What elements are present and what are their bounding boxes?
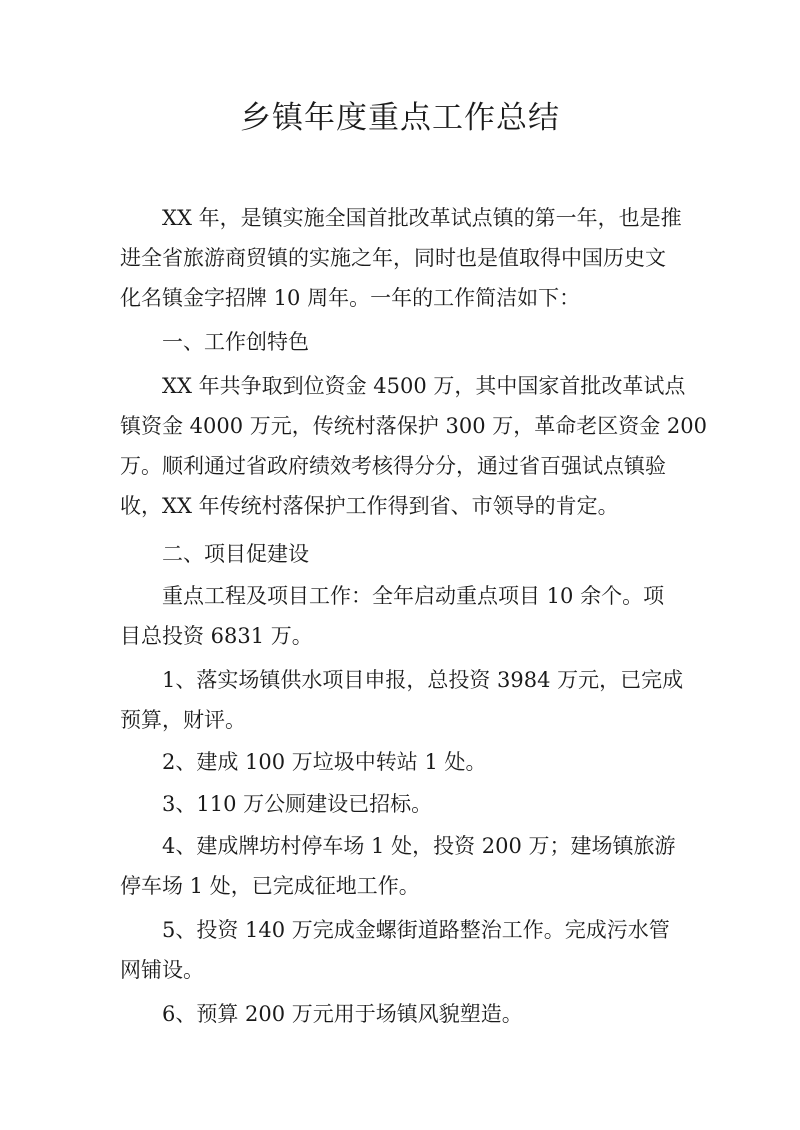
document-title: 乡镇年度重点工作总结 xyxy=(240,100,560,136)
paragraph-line: 预算，财评。 xyxy=(120,708,246,732)
paragraph-line: 3、110 万公厕建设已招标。 xyxy=(162,792,433,816)
paragraph-line: 化名镇金字招牌 10 周年。一年的工作简洁如下： xyxy=(120,286,581,310)
paragraph-line: 万。顺利通过省政府绩效考核得分分，通过省百强试点镇验 xyxy=(120,454,666,478)
paragraph-funding xyxy=(120,366,707,526)
paragraph-line: 2、建成 100 万垃圾中转站 1 处。 xyxy=(162,750,487,774)
paragraph-line: 6、预算 200 万元用于场镇风貌塑造。 xyxy=(162,1002,523,1026)
list-item-2 xyxy=(120,742,690,782)
list-item-6 xyxy=(120,994,690,1034)
list-item-3 xyxy=(120,784,690,824)
paragraph-line: 收，XX 年传统村落保护工作得到省、市领导的肯定。 xyxy=(120,494,619,518)
paragraph-line: XX 年，是镇实施全国首批改革试点镇的第一年，也是推 xyxy=(162,206,682,230)
list-item-4 xyxy=(120,826,690,906)
paragraph-line: 重点工程及项目工作：全年启动重点项目 10 余个。项 xyxy=(162,584,665,608)
paragraph-line: 一、工作创特色 xyxy=(162,330,309,354)
paragraph-intro xyxy=(120,198,690,318)
paragraph-line: 5、投资 140 万完成金螺街道路整治工作。完成污水管 xyxy=(162,918,670,942)
paragraph-line: 网铺设。 xyxy=(120,958,204,982)
paragraph-line: 4、建成牌坊村停车场 1 处，投资 200 万；建场镇旅游 xyxy=(162,834,676,858)
section-heading-1 xyxy=(120,322,690,362)
paragraph-line: 停车场 1 处，已完成征地工作。 xyxy=(120,874,420,898)
paragraph-projects xyxy=(120,576,690,656)
section-heading-2 xyxy=(120,534,690,574)
paragraph-line: 镇资金 4000 万元，传统村落保护 300 万，革命老区资金 200 xyxy=(120,414,707,438)
list-item-5 xyxy=(120,910,690,990)
paragraph-line: 1、落实场镇供水项目申报，总投资 3984 万元，已完成 xyxy=(162,668,684,692)
paragraph-line: 进全省旅游商贸镇的实施之年，同时也是值取得中国历史文 xyxy=(120,246,666,270)
paragraph-line: XX 年共争取到位资金 4500 万，其中国家首批改革试点 xyxy=(162,374,686,398)
paragraph-line: 目总投资 6831 万。 xyxy=(120,624,313,648)
list-item-1 xyxy=(120,660,690,740)
paragraph-line: 二、项目促建设 xyxy=(162,542,309,566)
